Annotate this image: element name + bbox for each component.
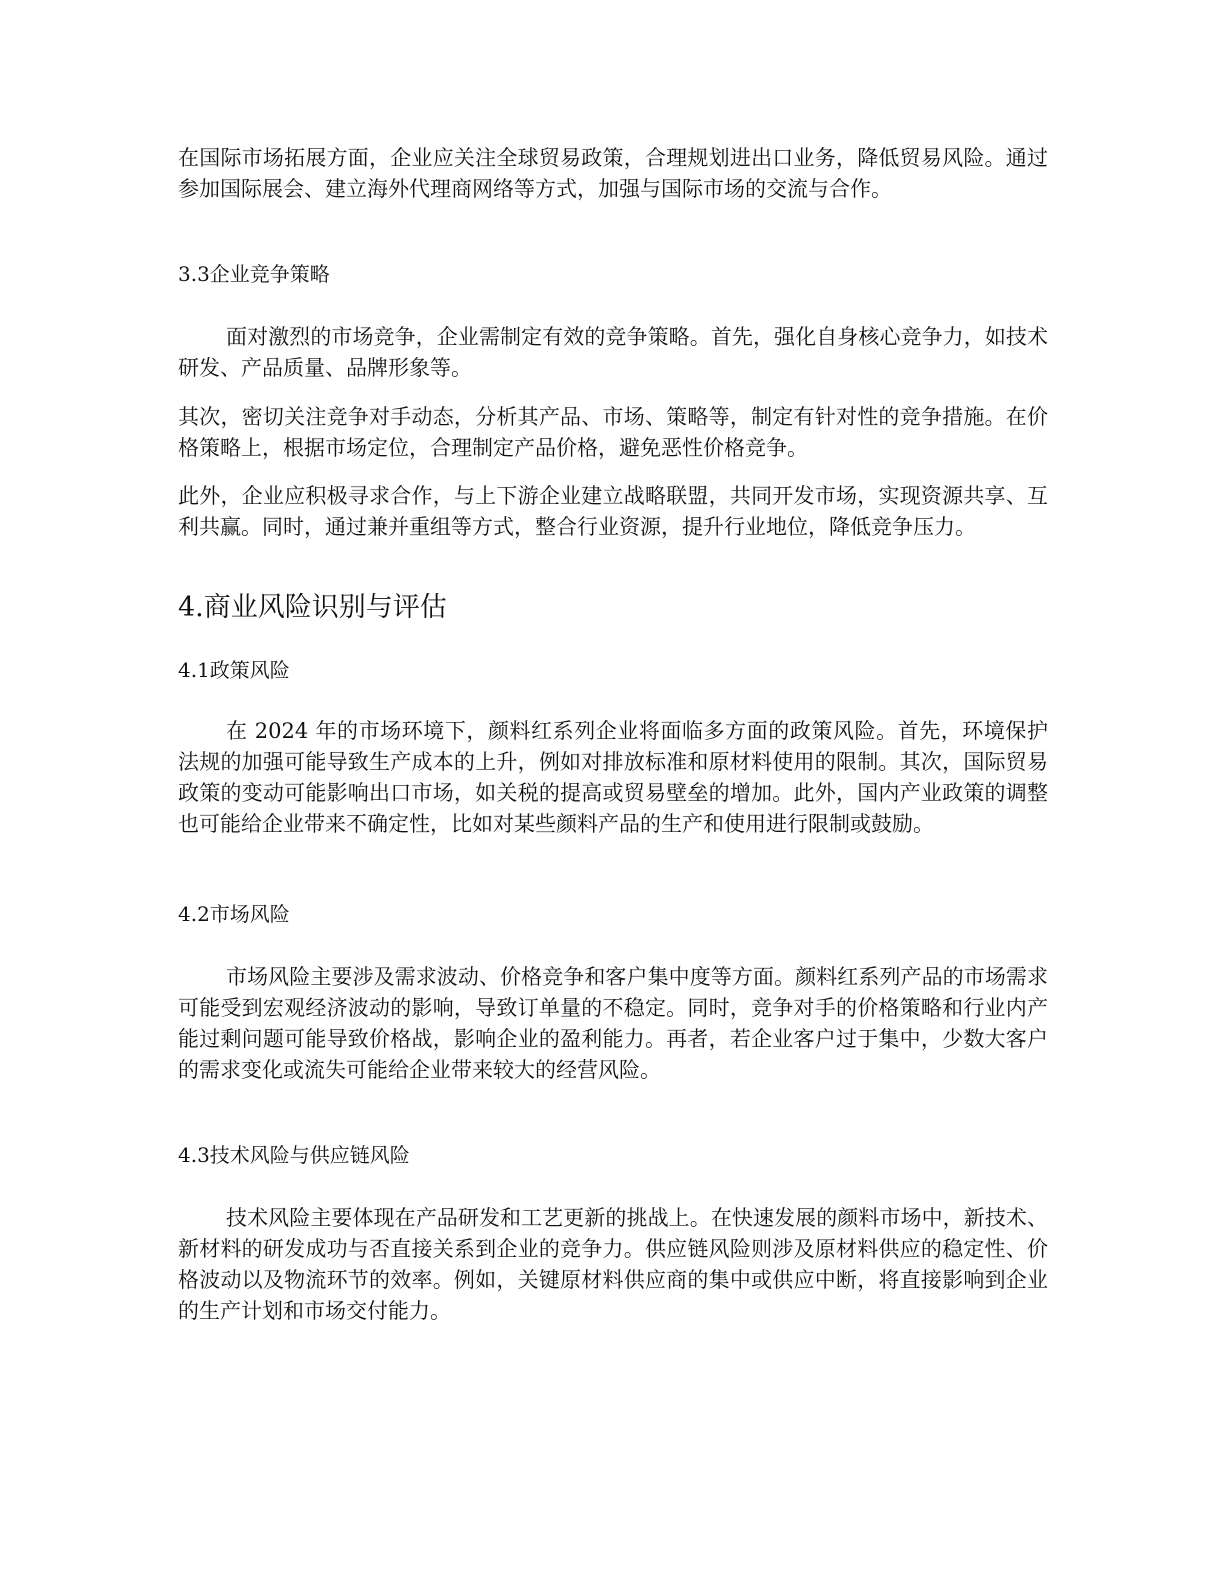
- paragraph-cooperation: 此外，企业应积极寻求合作，与上下游企业建立战略联盟，共同开发市场，实现资源共享、互利共赢。同时，通过兼并重组等方式，整合行业资源，提升行业地位，降低竞争压力。: [178, 484, 1048, 539]
- paragraph-market-risk: 市场风险主要涉及需求波动、价格竞争和客户集中度等方面。颜料红系列产品的市场需求可能受到宏观经济波动的影响，导致订单量的不稳定。同时，竞争对手的价格策略和行业内产能过剩问题可能导致价格战，影响企业的盈利能力。再者，若企业客户过于集中，少数大客户的需求变化或流失可能给企业带来较大的经营风险。: [178, 965, 1048, 1082]
- paragraph-international-market: 在国际市场拓展方面，企业应关注全球贸易政策，合理规划进出口业务，降低贸易风险。通过参加国际展会、建立海外代理商网络等方式，加强与国际市场的交流与合作。: [178, 146, 1048, 201]
- section-heading-4: 4.商业风险识别与评估: [178, 592, 447, 623]
- subheading-4-2: 4.2市场风险: [178, 902, 290, 926]
- paragraph-competition-intro: 面对激烈的市场竞争，企业需制定有效的竞争策略。首先，强化自身核心竞争力，如技术研发、产品质量、品牌形象等。: [178, 325, 1048, 380]
- subheading-3-3: 3.3企业竞争策略: [178, 262, 330, 286]
- paragraph-competitor-analysis: 其次，密切关注竞争对手动态，分析其产品、市场、策略等，制定有针对性的竞争措施。在价格策略上，根据市场定位，合理制定产品价格，避免恶性价格竞争。: [178, 405, 1048, 460]
- paragraph-policy-risk: 在 2024 年的市场环境下，颜料红系列企业将面临多方面的政策风险。首先，环境保护法规的加强可能导致生产成本的上升，例如对排放标准和原材料使用的限制。其次，国际贸易政策的变动可能影响出口市场，如关税的提高或贸易壁垒的增加。此外，国内产业政策的调整也可能给企业带来不确定性，比如对某些颜料产品的生产和使用进行限制或鼓励。: [178, 719, 1048, 836]
- subheading-4-1: 4.1政策风险: [178, 658, 290, 682]
- subheading-4-3: 4.3技术风险与供应链风险: [178, 1143, 410, 1167]
- paragraph-tech-supply-risk: 技术风险主要体现在产品研发和工艺更新的挑战上。在快速发展的颜料市场中，新技术、新材料的研发成功与否直接关系到企业的竞争力。供应链风险则涉及原材料供应的稳定性、价格波动以及物流环节的效率。例如，关键原材料供应商的集中或供应中断，将直接影响到企业的生产计划和市场交付能力。: [178, 1206, 1048, 1323]
